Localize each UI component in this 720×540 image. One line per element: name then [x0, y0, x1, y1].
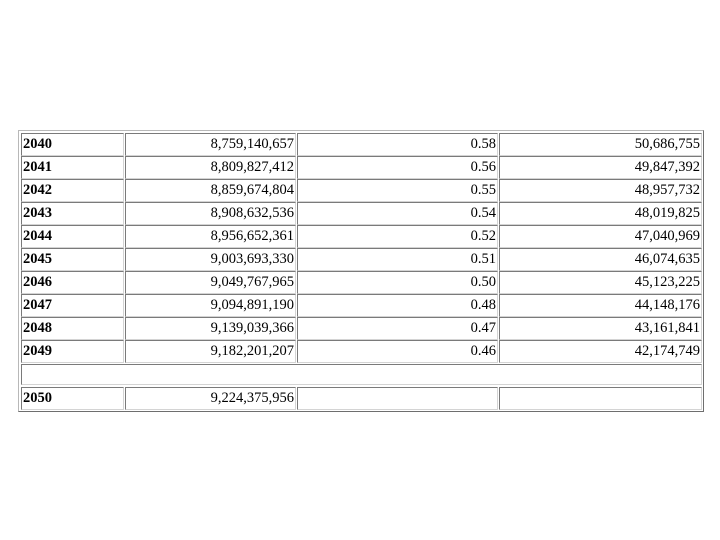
table-row: [19, 248, 703, 271]
population-cell: 9,182,201,207: [125, 340, 296, 363]
growth-rate-cell: [297, 387, 498, 410]
table-row: [19, 294, 703, 317]
table-row: [19, 340, 703, 363]
annual-change-cell: 48,957,732: [499, 179, 702, 202]
growth-rate-cell: 0.54: [297, 202, 498, 225]
growth-rate-cell: 0.51: [297, 248, 498, 271]
table-row: [19, 179, 703, 202]
annual-change-cell: 45,123,225: [499, 271, 702, 294]
year-cell: 2047: [21, 294, 124, 317]
table-row-final: [19, 387, 703, 410]
table-row: [19, 225, 703, 248]
annual-change-cell: 44,148,176: [499, 294, 702, 317]
empty-row: [21, 364, 702, 385]
table-row: [19, 202, 703, 225]
growth-rate-cell: 0.56: [297, 156, 498, 179]
annual-change-cell: 42,174,749: [499, 340, 702, 363]
population-table: [18, 130, 704, 412]
growth-rate-cell: 0.50: [297, 271, 498, 294]
growth-rate-cell: 0.52: [297, 225, 498, 248]
population-cell: 9,003,693,330: [125, 248, 296, 271]
annual-change-cell: 47,040,969: [499, 225, 702, 248]
year-cell: 2050: [21, 387, 124, 410]
population-cell: 8,759,140,657: [125, 133, 296, 156]
table-row: [19, 156, 703, 179]
year-cell: 2046: [21, 271, 124, 294]
year-cell: 2040: [21, 133, 124, 156]
population-cell: 9,139,039,366: [125, 317, 296, 340]
annual-change-cell: [499, 387, 702, 410]
growth-rate-cell: 0.46: [297, 340, 498, 363]
population-cell: 8,908,632,536: [125, 202, 296, 225]
table-row: [19, 271, 703, 294]
growth-rate-cell: 0.48: [297, 294, 498, 317]
year-cell: 2042: [21, 179, 124, 202]
annual-change-cell: 49,847,392: [499, 156, 702, 179]
annual-change-cell: 48,019,825: [499, 202, 702, 225]
growth-rate-cell: 0.47: [297, 317, 498, 340]
population-cell: 8,809,827,412: [125, 156, 296, 179]
growth-rate-cell: 0.55: [297, 179, 498, 202]
population-cell: 9,224,375,956: [125, 387, 296, 410]
year-cell: 2045: [21, 248, 124, 271]
year-cell: 2044: [21, 225, 124, 248]
growth-rate-cell: 0.58: [297, 133, 498, 156]
annual-change-cell: 50,686,755: [499, 133, 702, 156]
population-cell: 8,956,652,361: [125, 225, 296, 248]
year-cell: 2049: [21, 340, 124, 363]
population-cell: 9,094,891,190: [125, 294, 296, 317]
annual-change-cell: 43,161,841: [499, 317, 702, 340]
population-cell: 9,049,767,965: [125, 271, 296, 294]
year-cell: 2043: [21, 202, 124, 225]
year-cell: 2048: [21, 317, 124, 340]
population-cell: 8,859,674,804: [125, 179, 296, 202]
annual-change-cell: 46,074,635: [499, 248, 702, 271]
year-cell: 2041: [21, 156, 124, 179]
table-row: [19, 317, 703, 340]
table-row: [19, 133, 703, 156]
